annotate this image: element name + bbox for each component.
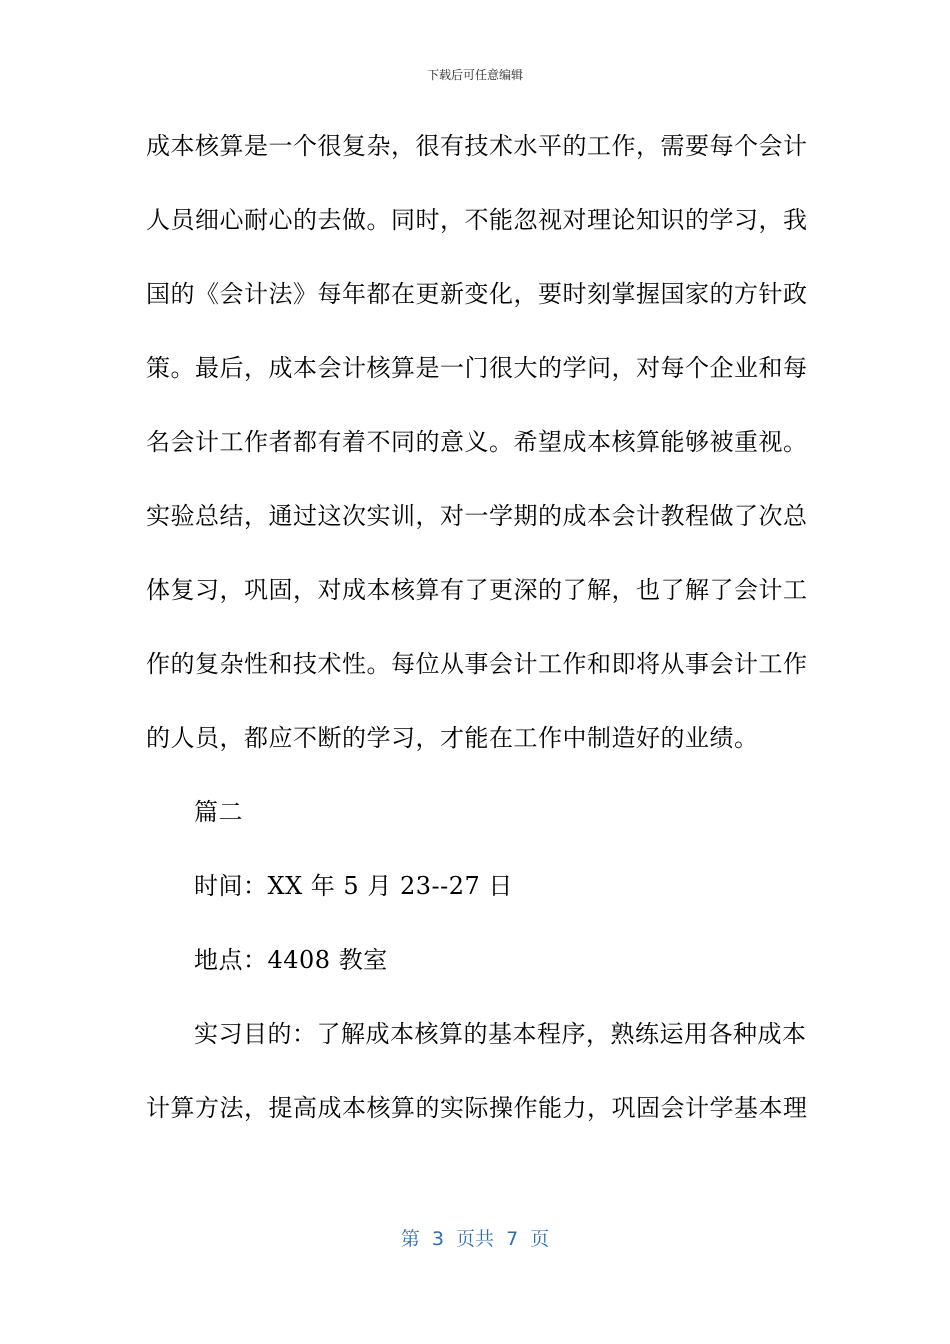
section-heading: 篇二 <box>194 798 243 826</box>
header-note: 下载后可任意编辑 <box>426 68 523 82</box>
paragraph-line: 的人员，都应不断的学习，才能在工作中制造好的业绩。 <box>146 724 759 752</box>
paragraph-line: 实验总结，通过这次实训，对一学期的成本会计教程做了次总 <box>146 502 808 530</box>
page-number-footer: 第 3 页共 7 页 <box>400 1228 550 1250</box>
paragraph-line: 名会计工作者都有着不同的意义。希望成本核算能够被重视。 <box>146 428 808 456</box>
place-line: 地点：4408 教室 <box>194 946 388 974</box>
purpose-line: 实习目的：了解成本核算的基本程序，熟练运用各种成本 <box>194 1020 807 1048</box>
document-body <box>146 122 806 1158</box>
paragraph-line: 成本核算是一个很复杂，很有技术水平的工作，需要每个会计 <box>146 132 808 160</box>
paragraph-line: 体复习，巩固，对成本核算有了更深的了解，也了解了会计工 <box>146 576 808 604</box>
purpose-line-continued: 计算方法，提高成本核算的实际操作能力，巩固会计学基本理 <box>146 1094 808 1122</box>
paragraph-line: 作的复杂性和技术性。每位从事会计工作和即将从事会计工作 <box>146 650 808 678</box>
paragraph-line: 国的《会计法》每年都在更新变化，要时刻掌握国家的方针政 <box>146 280 808 308</box>
paragraph-line: 人员细心耐心的去做。同时，不能忽视对理论知识的学习，我 <box>146 206 808 234</box>
paragraph-line: 策。最后，成本会计核算是一门很大的学问，对每个企业和每 <box>146 354 808 382</box>
time-line: 时间：XX 年 5 月 23--27 日 <box>194 872 513 900</box>
